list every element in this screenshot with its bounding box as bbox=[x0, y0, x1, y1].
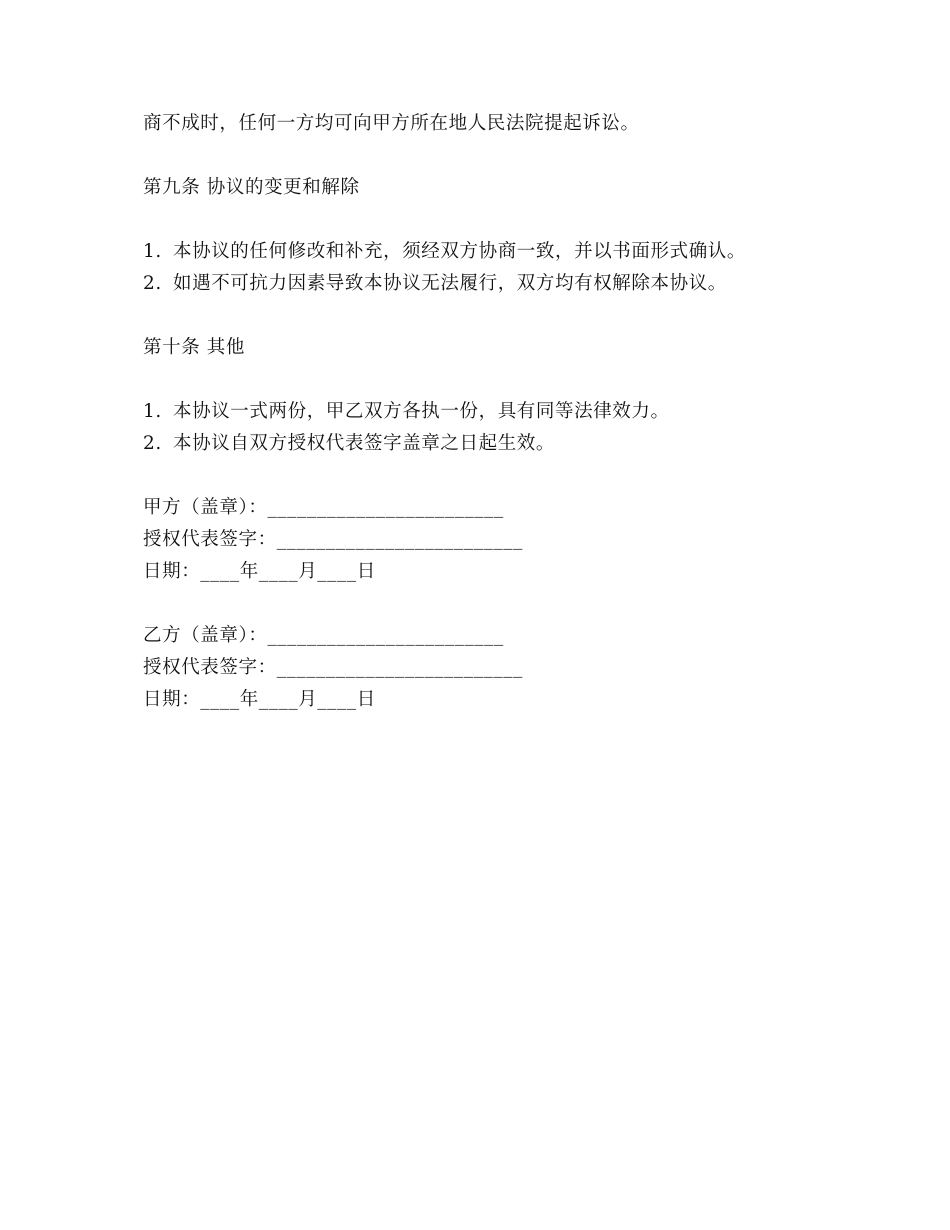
party-a-signature-line: 授权代表签字：_________________________ bbox=[143, 529, 523, 550]
continuation-paragraph: 商不成时，任何一方均可向甲方所在地人民法院提起诉讼。 bbox=[143, 113, 640, 134]
party-b-date-line: 日期：____年____月____日 bbox=[143, 689, 376, 710]
list-text: 本协议自双方授权代表签字盖章之日起生效。 bbox=[173, 433, 556, 454]
list-text: 如遇不可抗力因素导致本协议无法履行，双方均有权解除本协议。 bbox=[173, 273, 727, 294]
party-a-seal-line: 甲方（盖章）：________________________ bbox=[143, 497, 504, 518]
list-number: 1. bbox=[143, 401, 162, 422]
party-b-signature-line: 授权代表签字：_________________________ bbox=[143, 657, 523, 678]
party-b-seal-line: 乙方（盖章）：________________________ bbox=[143, 625, 504, 646]
document-body bbox=[143, 108, 833, 716]
article-10-item-1 bbox=[143, 396, 833, 428]
article-9-item-1 bbox=[143, 236, 833, 268]
article-9-heading: 第九条 协议的变更和解除 bbox=[143, 177, 360, 198]
list-text: 本协议的任何修改和补充，须经双方协商一致，并以书面形式确认。 bbox=[173, 241, 747, 262]
list-number: 2. bbox=[143, 433, 162, 454]
list-number: 1. bbox=[143, 241, 162, 262]
article-9-item-2 bbox=[143, 268, 833, 300]
list-number: 2. bbox=[143, 273, 162, 294]
article-10-item-2 bbox=[143, 428, 833, 460]
list-text: 本协议一式两份，甲乙双方各执一份，具有同等法律效力。 bbox=[173, 401, 670, 422]
article-10-heading: 第十条 其他 bbox=[143, 337, 245, 358]
party-a-date-line: 日期：____年____月____日 bbox=[143, 561, 376, 582]
